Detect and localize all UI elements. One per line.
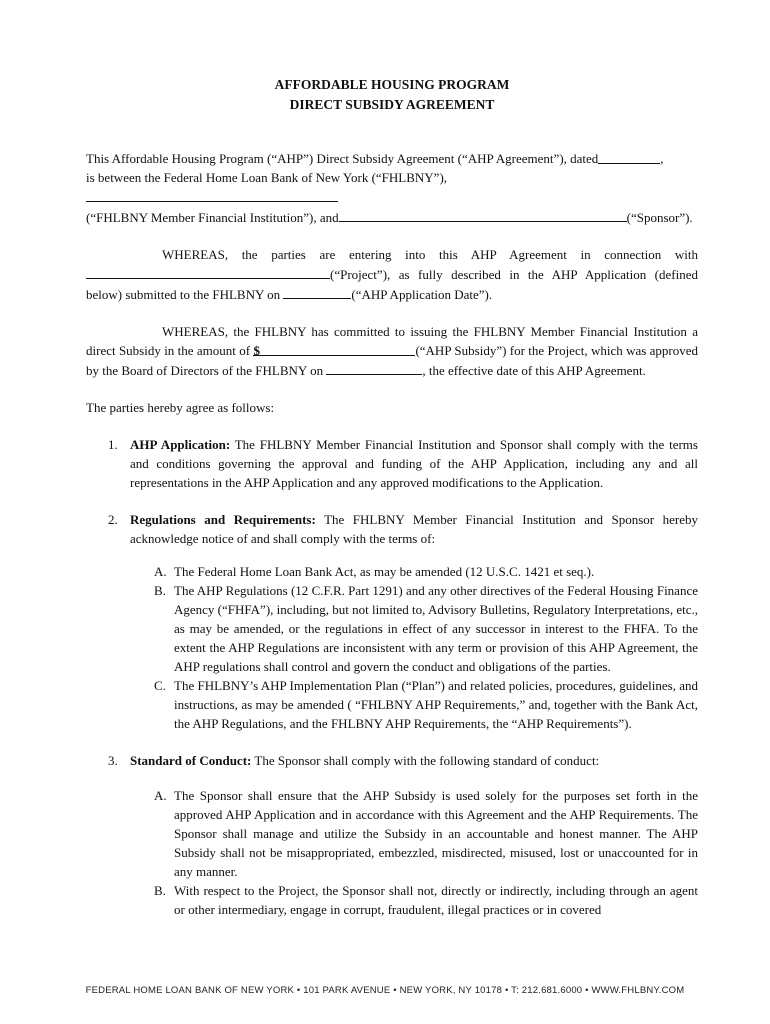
approval-date-blank[interactable] <box>326 360 422 375</box>
date-blank[interactable] <box>598 149 660 164</box>
list-item: A. The Federal Home Loan Bank Act, as may be amended (12 U.S.C. 1421 et seq.). <box>154 564 595 579</box>
section-regulations <box>86 510 698 733</box>
intro-text-1: This Affordable Housing Program (“AHP”) Direct Subsidy Agreement (“AHP Agreement”), dated <box>86 151 599 166</box>
project-blank[interactable] <box>86 264 330 279</box>
section-text: The FHLBNY Member Financial Institution and Sponsor shall comply with the terms and conditions governing the approval and funding of the AHP Application, including any and all representations in the AHP Application and any approved modifications to the Application. <box>130 437 698 490</box>
list-item: B. With respect to the Project, the Sponsor shall not, directly or indirectly, including through an agent or other intermediary, engage in corrupt, fraudulent, illegal practices or in covered <box>154 883 698 917</box>
dollar-sign: $ <box>253 343 260 358</box>
list-item: A. The Sponsor shall ensure that the AHP Subsidy is used solely for the purposes set forth in the approved AHP Application and in accordance with this Agreement and the AHP Requirements. The Sponsor shall manage and utilize the Subsidy in an accountable and honest manner. The AHP Subsidy shall not be misappropriated, embezzled, misdirected, misused, lost or unaccounted for in any manner. <box>154 788 698 879</box>
section-text: The Sponsor shall comply with the following standard of conduct: <box>251 753 600 768</box>
intro-text-2: is between the Federal Home Loan Bank of New York (“FHLBNY”), <box>86 170 448 185</box>
section-heading: AHP Application: <box>130 437 231 452</box>
document-title <box>86 75 698 115</box>
intro-text-3: (“FHLBNY Member Financial Institution”), and <box>86 210 339 225</box>
agreement-intro: The parties hereby agree as follows: <box>86 400 275 415</box>
intro-text-4: (“Sponsor”). <box>626 210 693 225</box>
section-ahp-application <box>86 435 698 492</box>
whereas-2-start: WHEREAS, the FHLBNY has committed to issuing the FHLBNY Member Financial Institution a direct Subsidy in the amount of <box>86 324 698 358</box>
conduct-sublist <box>130 786 698 919</box>
section-heading: Regulations and Requirements: <box>130 512 316 527</box>
whereas-1-line-1: WHEREAS, the parties are entering into this AHP Agreement in connection with <box>162 247 698 262</box>
whereas-1-mid: (“Project”), as fully described in the AHP Application (defined <box>330 267 698 282</box>
list-item: C. The FHLBNY’s AHP Implementation Plan (“Plan”) and related policies, procedures, guidelines, and instructions, as may be amended ( “FHLBNY AHP Requirements,” and, together with the Bank Act, the AHP Regulations, and the FHLBNY AHP Requirements, the “AHP Requirements”). <box>154 678 698 731</box>
whereas-paragraph-2 <box>86 322 698 380</box>
intro-comma: , <box>660 151 664 166</box>
member-institution-blank[interactable] <box>86 187 338 202</box>
whereas-1-end-b: (“AHP Application Date”). <box>351 287 493 302</box>
whereas-1-end-a: below) submitted to the FHLBNY on <box>86 287 281 302</box>
regulations-sublist <box>130 562 698 733</box>
section-text: The FHLBNY Member Financial Institution and Sponsor hereby acknowledge notice of and shall comply with the terms of: <box>130 512 698 546</box>
section-number: 2. <box>108 512 118 527</box>
document-page <box>86 75 698 919</box>
section-number: 1. <box>108 437 118 452</box>
section-number: 3. <box>108 753 118 768</box>
whereas-2-end: , the effective date of this AHP Agreement. <box>422 363 646 378</box>
title-line-2: DIRECT SUBSIDY AGREEMENT <box>289 97 495 112</box>
title-line-1: AFFORDABLE HOUSING PROGRAM <box>274 77 510 92</box>
sections-list <box>86 435 698 919</box>
subsidy-amount-blank[interactable] <box>253 341 415 356</box>
whereas-paragraph-1 <box>86 245 698 304</box>
intro-paragraph <box>86 149 698 227</box>
list-item: B. The AHP Regulations (12 C.F.R. Part 1291) and any other directives of the Federal Housing Finance Agency (“FHFA”), including, but not limited to, Advisory Bulletins, Regulatory Interpretations, etc., as may be amended, or the regulations in effect of any successor in interest to the FHFA. To the extent the AHP Regulations are inconsistent with any term or provision of this AHP Agreement, the AHP regulations shall control and govern the conduct and obligations of the parties. <box>154 583 699 674</box>
whereas-2-mid: (“AHP Subsidy”) for the Project, which was approved by the Board of Directors of the FHLBNY on <box>86 343 699 378</box>
sponsor-blank[interactable] <box>339 207 627 222</box>
application-date-blank[interactable] <box>283 284 351 299</box>
page-footer: FEDERAL HOME LOAN BANK OF NEW YORK • 101 PARK AVENUE • NEW YORK, NY 10178 • T: 212.681.6000 • WWW.FHLBNY.COM <box>85 985 685 996</box>
section-standard-of-conduct <box>86 751 698 919</box>
section-heading: Standard of Conduct: <box>130 753 252 768</box>
